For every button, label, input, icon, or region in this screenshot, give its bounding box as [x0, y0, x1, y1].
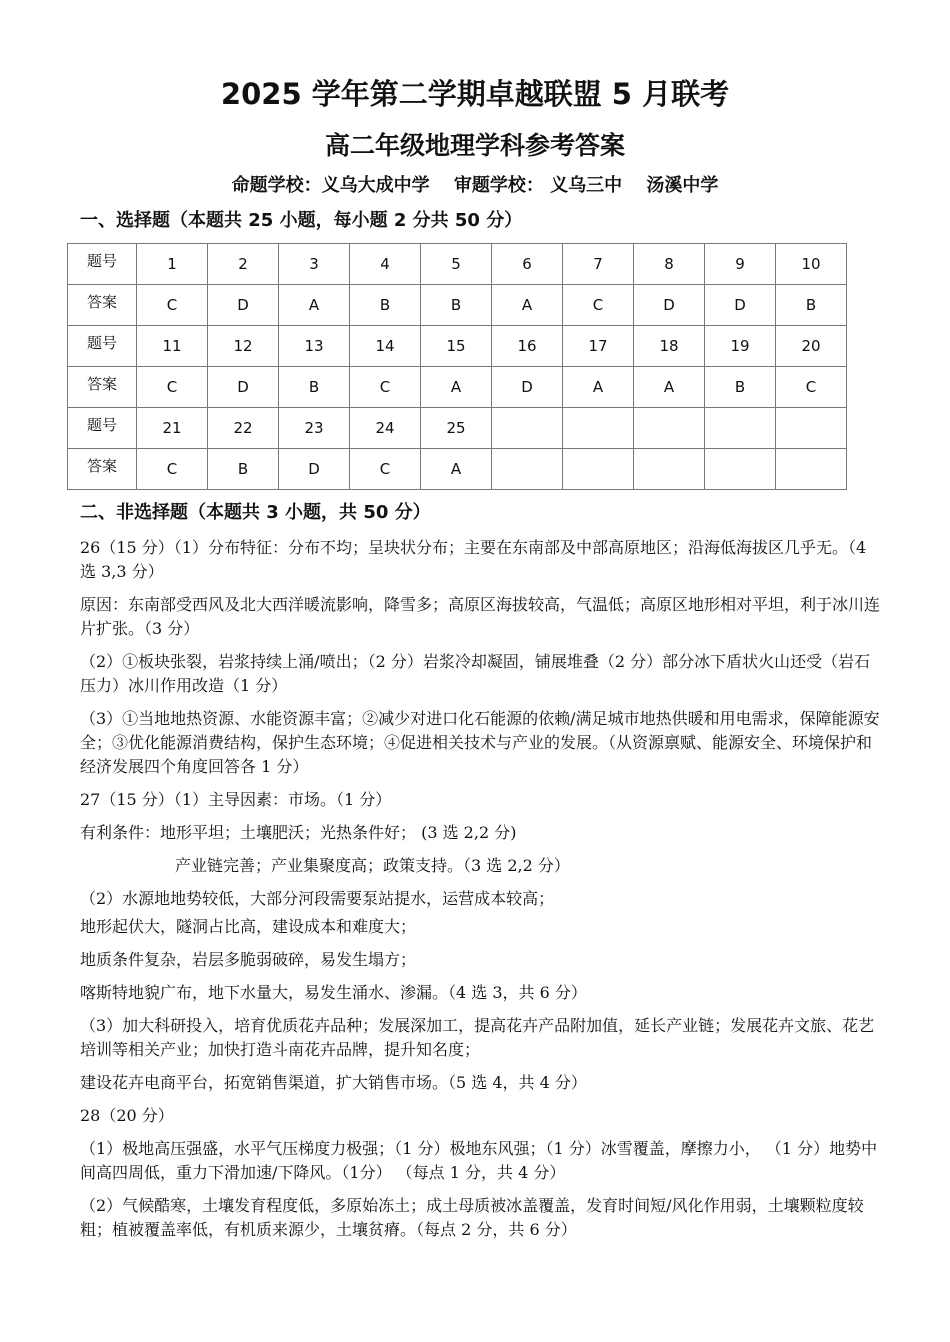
table-cell: C: [137, 367, 208, 408]
table-cell: A: [279, 285, 350, 326]
page-title: 2025 学年第二学期卓越联盟 5 月联考: [220, 77, 730, 111]
reviewing-school-2: 汤溪中学: [646, 175, 719, 196]
table-cell: A: [421, 367, 492, 408]
answer-table: [67, 243, 847, 490]
table-cell: [705, 408, 776, 449]
answer-paragraph: （2）气候酷寒，土壤发育程度低，多原始冻土；成土母质被冰盖覆盖，发育时间短/风化作用弱，土壤颗粒度较粗；植被覆盖率低，有机质来源少，土壤贫瘠。（每点 2 分，共 6 分）: [80, 1196, 864, 1239]
table-row: [68, 285, 847, 326]
answer-paragraph: （3）加大科研投入，培育优质花卉品种；发展深加工，提高花卉产品附加值，延长产业链；发展花卉文旅、花艺培训等相关产业；加快打造斗南花卉品牌，提升知名度；: [80, 1016, 875, 1059]
table-cell: 4: [350, 244, 421, 285]
table-cell: D: [208, 285, 279, 326]
table-row: [68, 326, 847, 367]
row-label: 答案: [68, 367, 137, 408]
table-cell: 3: [279, 244, 350, 285]
table-cell: C: [563, 285, 634, 326]
table-cell: [492, 408, 563, 449]
table-cell: B: [350, 285, 421, 326]
table-cell: [776, 408, 847, 449]
table-cell: 19: [705, 326, 776, 367]
answer-content: [80, 536, 880, 1251]
table-row: [68, 244, 847, 285]
table-cell: D: [634, 285, 705, 326]
table-cell: D: [492, 367, 563, 408]
table-cell: A: [634, 367, 705, 408]
table-cell: [776, 449, 847, 490]
proposing-school: 命题学校：义乌大成中学: [231, 175, 430, 196]
table-cell: B: [279, 367, 350, 408]
table-cell: 22: [208, 408, 279, 449]
table-cell: [634, 449, 705, 490]
table-cell: C: [350, 449, 421, 490]
answer-paragraph: （2）水源地地势较低，大部分河段需要泵站提水，运营成本较高；: [80, 889, 555, 908]
table-cell: C: [137, 285, 208, 326]
row-label: 答案: [68, 285, 137, 326]
table-cell: 17: [563, 326, 634, 367]
table-cell: [705, 449, 776, 490]
answer-paragraph: 27（15 分）（1）主导因素：市场。（1 分）: [80, 790, 392, 809]
table-cell: 13: [279, 326, 350, 367]
table-cell: 15: [421, 326, 492, 367]
table-cell: D: [279, 449, 350, 490]
table-cell: A: [492, 285, 563, 326]
table-cell: A: [563, 367, 634, 408]
table-cell: [563, 408, 634, 449]
table-cell: 23: [279, 408, 350, 449]
answer-paragraph: 产业链完善；产业集聚度高；政策支持。（3 选 2,2 分）: [175, 856, 570, 875]
table-cell: B: [776, 285, 847, 326]
table-cell: 8: [634, 244, 705, 285]
table-cell: 6: [492, 244, 563, 285]
table-cell: C: [137, 449, 208, 490]
school-info: [0, 171, 950, 197]
answer-paragraph: 26（15 分）（1）分布特征：分布不均；呈块状分布；主要在东南部及中部高原地区；沿海低海拔区几乎无。（4 选 3,3 分）: [80, 538, 867, 581]
table-cell: 24: [350, 408, 421, 449]
row-label: 题号: [68, 326, 137, 367]
page-subtitle: 高二年级地理学科参考答案: [324, 131, 625, 160]
table-cell: A: [421, 449, 492, 490]
section-1-heading: 一、选择题（本题共 25 小题，每小题 2 分共 50 分）: [80, 210, 523, 231]
table-cell: 20: [776, 326, 847, 367]
table-cell: 10: [776, 244, 847, 285]
table-cell: 14: [350, 326, 421, 367]
table-cell: [563, 449, 634, 490]
row-label: 答案: [68, 449, 137, 490]
table-cell: 12: [208, 326, 279, 367]
answer-paragraph: 原因：东南部受西风及北大西洋暖流影响，降雪多；高原区海拔较高，气温低；高原区地形相对平坦，利于冰川连片扩张。（3 分）: [80, 595, 881, 638]
answer-paragraph: 喀斯特地貌广布，地下水量大，易发生涌水、渗漏。（4 选 3，共 6 分）: [80, 983, 587, 1002]
answer-paragraph: 地质条件复杂，岩层多脆弱破碎，易发生塌方；: [80, 950, 417, 969]
table-cell: [634, 408, 705, 449]
table-cell: B: [421, 285, 492, 326]
table-cell: 25: [421, 408, 492, 449]
table-cell: 18: [634, 326, 705, 367]
answer-paragraph: 地形起伏大，隧洞占比高，建设成本和难度大；: [80, 917, 417, 936]
table-cell: D: [705, 285, 776, 326]
table-cell: B: [208, 449, 279, 490]
answer-paragraph: 28（20 分）: [80, 1106, 174, 1125]
answer-paragraph: 建设花卉电商平台，拓宽销售渠道，扩大销售市场。（5 选 4，共 4 分）: [80, 1073, 587, 1092]
table-cell: 2: [208, 244, 279, 285]
table-cell: 16: [492, 326, 563, 367]
row-label: 题号: [68, 244, 137, 285]
row-label: 题号: [68, 408, 137, 449]
table-cell: B: [705, 367, 776, 408]
answer-paragraph: （3）①当地地热资源、水能资源丰富；②减少对进口化石能源的依赖/满足城市地热供暖和用电需求，保障能源安全；③优化能源消费结构，保护生态环境；④促进相关技术与产业的发展。（从资源禀赋、能源安全、环境保护和经济发展四个角度回答各 1 分）: [80, 709, 880, 776]
section-2-heading: 二、非选择题（本题共 3 小题，共 50 分）: [80, 502, 431, 523]
table-cell: 1: [137, 244, 208, 285]
table-row: [68, 408, 847, 449]
table-cell: 21: [137, 408, 208, 449]
table-cell: 11: [137, 326, 208, 367]
table-cell: C: [350, 367, 421, 408]
table-cell: D: [208, 367, 279, 408]
table-cell: C: [776, 367, 847, 408]
table-cell: 7: [563, 244, 634, 285]
reviewing-school: 审题学校： 义乌三中: [453, 175, 623, 196]
table-cell: 9: [705, 244, 776, 285]
answer-paragraph: （2）①板块张裂，岩浆持续上涌/喷出；（2 分）岩浆冷却凝固，铺展堆叠（2 分）部分冰下盾状火山还受（岩石压力）冰川作用改造（1 分）: [80, 652, 871, 695]
table-cell: 5: [421, 244, 492, 285]
answer-paragraph: 有利条件：地形平坦；土壤肥沃；光热条件好； (3 选 2,2 分): [80, 823, 517, 842]
table-cell: [492, 449, 563, 490]
table-row: [68, 449, 847, 490]
table-row: [68, 367, 847, 408]
answer-paragraph: （1）极地高压强盛，水平气压梯度力极强；（1 分）极地东风强；（1 分）冰雪覆盖，摩擦力小， （1 分）地势中间高四周低，重力下滑加速/下降风。（1分） （每点 1 分，共 4 分）: [80, 1139, 878, 1182]
